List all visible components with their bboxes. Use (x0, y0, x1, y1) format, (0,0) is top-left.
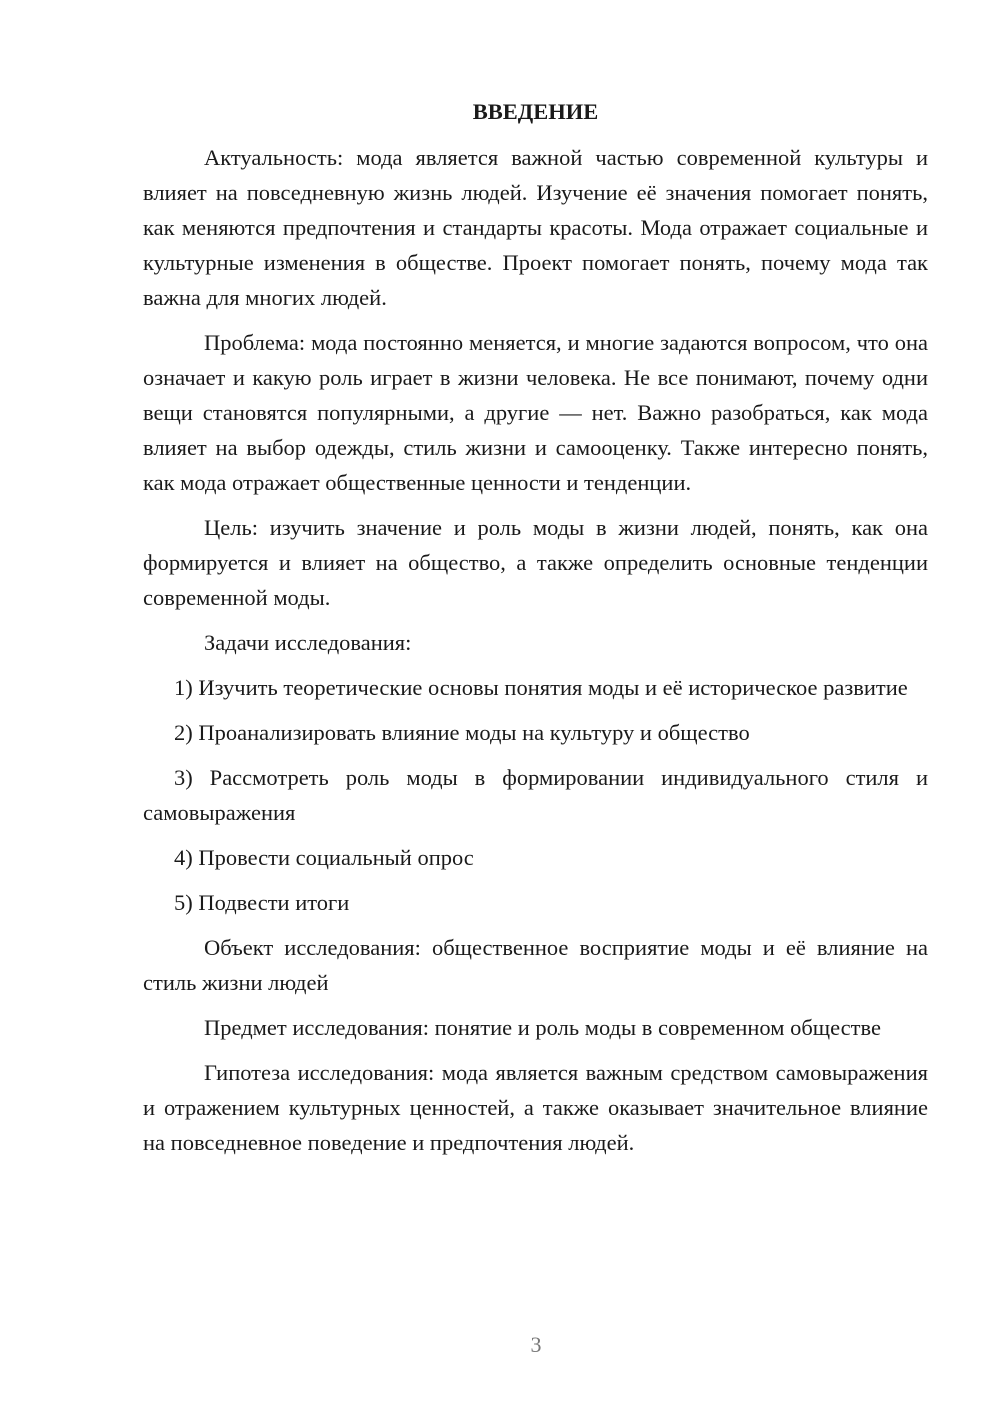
task-item: 4) Провести социальный опрос (174, 845, 474, 870)
goal-paragraph: Цель: изучить значение и роль моды в жизни людей, понять, как она формируется и влияет на общество, а также определить основные тенденции современной моды. (143, 515, 928, 610)
relevance-paragraph: Актуальность: мода является важной частью современной культуры и влияет на повседневную жизнь людей. Изучение её значения помогает понять, как меняются предпочтения и стандарты красоты. Мода отражает социальные и культурные изменения в обществе. Проект помогает понять, почему мода так важна для многих людей. (143, 145, 928, 310)
page-body (143, 94, 928, 1170)
page-title: ВВЕДЕНИЕ (472, 99, 599, 124)
task-item: 2) Проанализировать влияние моды на культуру и общество (174, 720, 750, 745)
page-number: 3 (530, 1332, 542, 1357)
task-item: 5) Подвести итоги (174, 890, 350, 915)
object-paragraph: Объект исследования: общественное восприятие моды и её влияние на стиль жизни людей (143, 935, 928, 995)
hypothesis-paragraph: Гипотеза исследования: мода является важным средством самовыражения и отражением культурных ценностей, а также оказывает значительное влияние на повседневное поведение и предпочтения людей. (143, 1060, 928, 1155)
subject-paragraph: Предмет исследования: понятие и роль моды в современном обществе (204, 1015, 881, 1040)
tasks-heading: Задачи исследования: (204, 630, 412, 655)
problem-paragraph: Проблема: мода постоянно меняется, и многие задаются вопросом, что она означает и какую роль играет в жизни человека. Не все понимают, почему одни вещи становятся популярными, а другие — нет. Важно разобраться, как мода влияет на выбор одежды, стиль жизни и самооценку. Также интересно понять, как мода отражает общественные ценности и тенденции. (143, 330, 928, 495)
task-item: 3) Рассмотреть роль моды в формировании индивидуального стиля и самовыражения (143, 765, 928, 825)
task-item: 1) Изучить теоретические основы понятия моды и её историческое развитие (174, 675, 908, 700)
